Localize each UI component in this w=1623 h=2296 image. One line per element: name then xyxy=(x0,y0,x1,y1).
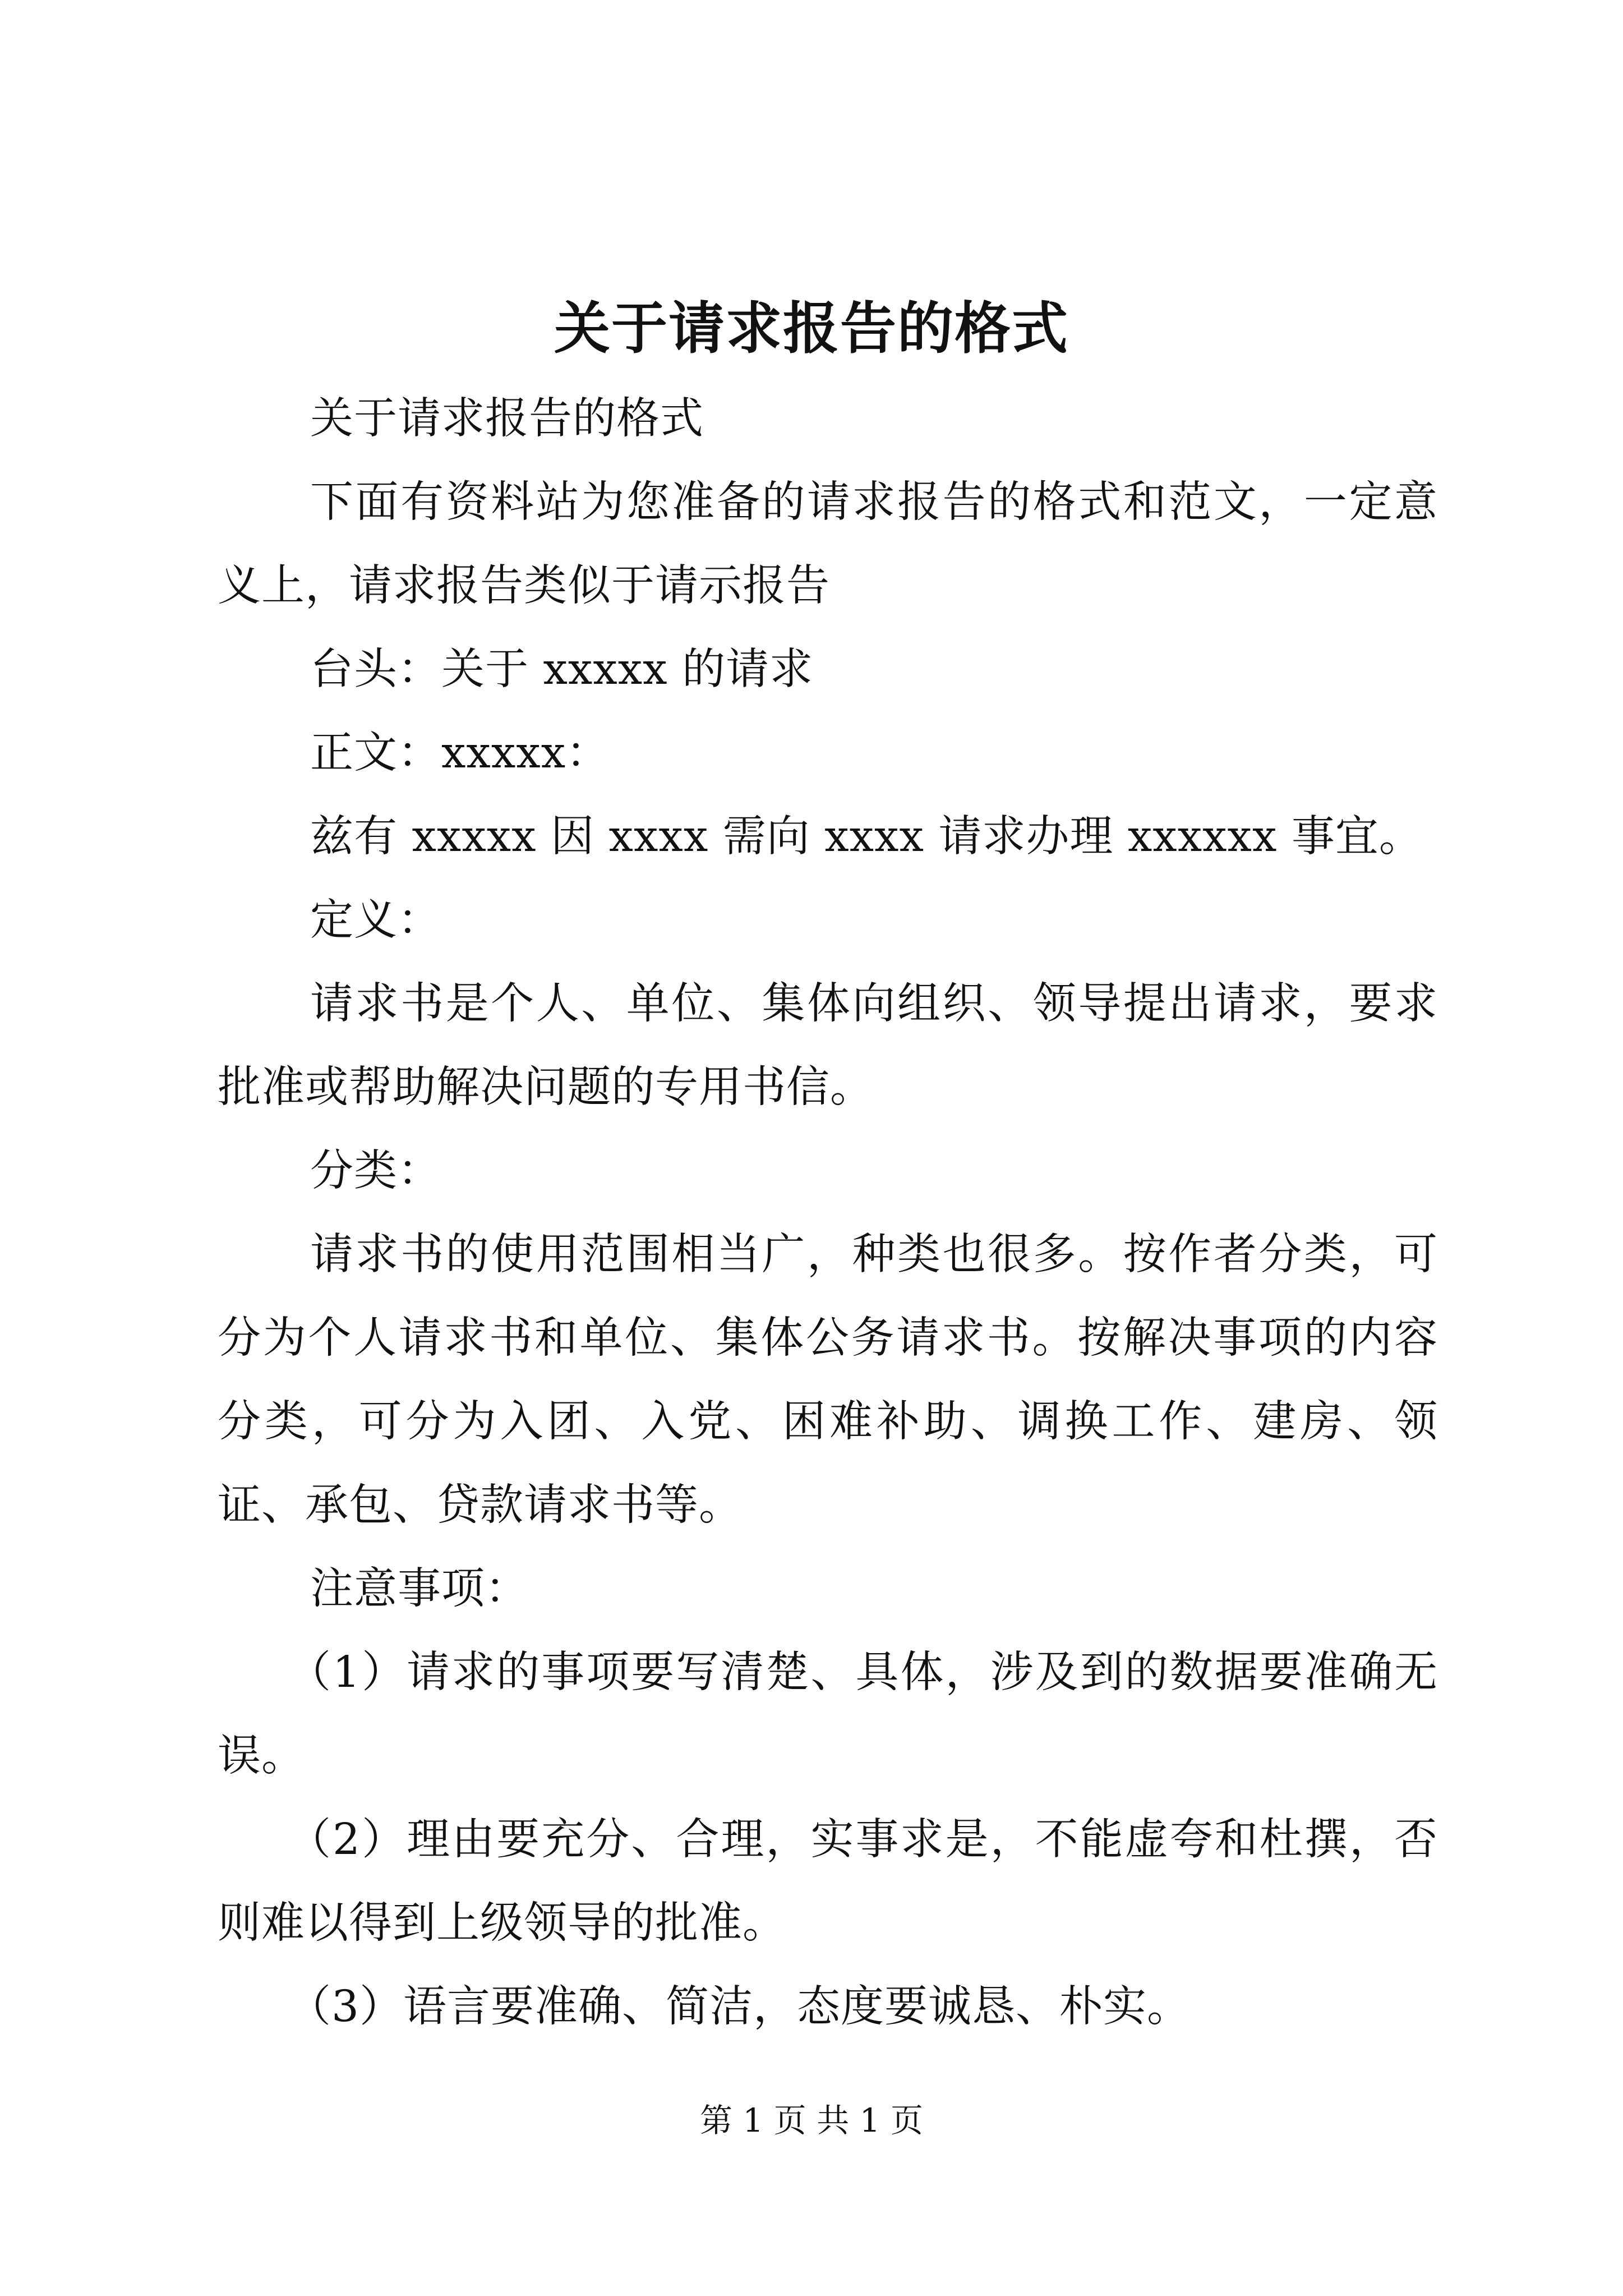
note-item-1: （1）请求的事项要写清楚、具体，涉及到的数据要准确无误。 xyxy=(218,1648,1438,1781)
document-title: 关于请求报告的格式 xyxy=(554,295,1069,361)
paragraph-header-format: 台头：关于 xxxxx 的请求 xyxy=(310,645,814,694)
note-item-2: （2）理由要充分、合理，实事求是，不能虚夸和杜撰，否则难以得到上级领导的批准。 xyxy=(218,1815,1438,1948)
heading-definition: 定义： xyxy=(310,895,441,945)
heading-classification: 分类： xyxy=(310,1146,441,1196)
paragraph-classification: 请求书的使用范围相当广，种类也很多。按作者分类，可分为个人请求书和单位、集体公务请求书。按解决事项的内容分类，可分为入团、入党、困难补助、调换工作、建房、领证、承包、贷款请求书等。 xyxy=(218,1230,1438,1530)
paragraph-body-example: 兹有 xxxxx 因 xxxx 需向 xxxx 请求办理 xxxxxx 事宜。 xyxy=(310,812,1423,862)
page-footer: 第 1 页 共 1 页 xyxy=(700,2101,923,2139)
paragraph-intro: 下面有资料站为您准备的请求报告的格式和范文，一定意义上，请求报告类似于请示报告 xyxy=(218,477,1438,611)
document-body xyxy=(218,377,1438,2049)
note-item-3: （3）语言要准确、简洁，态度要诚恳、朴实。 xyxy=(288,1982,1191,2032)
heading-notes: 注意事项： xyxy=(310,1564,529,1614)
paragraph-subtitle: 关于请求报告的格式 xyxy=(310,394,704,444)
paragraph-body-format: 正文：xxxxx： xyxy=(310,728,610,778)
paragraph-definition: 请求书是个人、单位、集体向组织、领导提出请求，要求批准或帮助解决问题的专用书信。 xyxy=(218,979,1438,1112)
